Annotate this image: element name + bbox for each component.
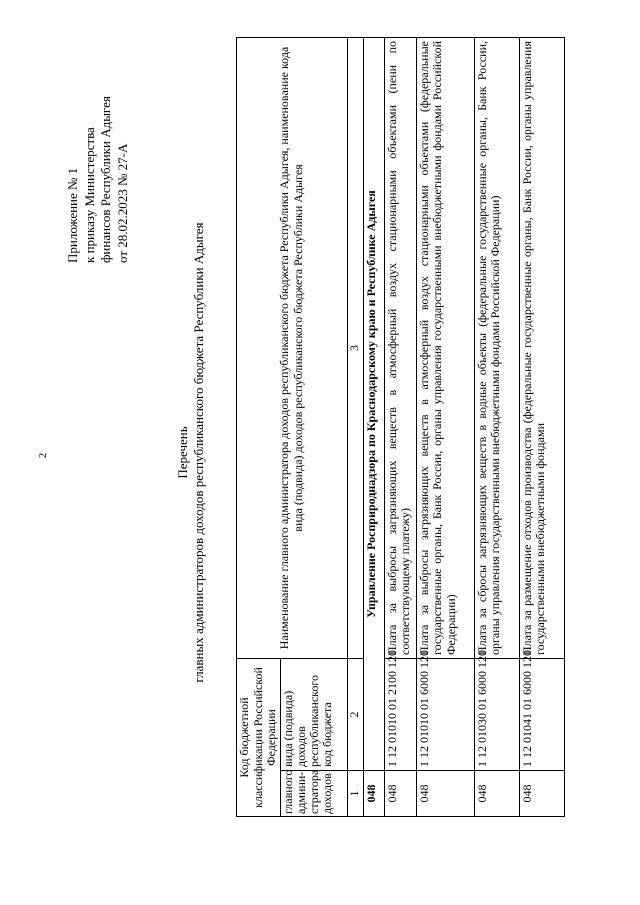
annex-line-1: Приложение № 1 [65,167,80,263]
column-number: 2 [347,659,363,771]
row-bcc-code: 1 12 01010 01 6000 120 [416,659,474,771]
row-description: Плата за выбросы загрязняющих веществ в атмосферный воздух стационарными объектами (федеральные государственные органы, Банк России, органы управления государственными внебюджетными фондами Российской Федерации) [416,38,474,659]
header-row-1 [237,38,281,817]
annex-line-2: к приказу Министерства [81,127,97,263]
header-bcc: Код бюджетной классификации Российской Федерации [237,659,281,817]
annex-line-4: от 28.02.2023 № 27-А [114,143,130,263]
row-description: Плата за размещение отходов производства (федеральные государственные органы, Банк России, органы управления государственными внебюджетными фондами [519,38,564,659]
table-row [416,38,474,817]
row-description: Плата за выбросы загрязняющих веществ в атмосферный воздух стационарными объектами (пени по соответствующему платежу) [384,38,416,659]
row-admin-code: 048 [384,771,416,817]
row-admin-code: 048 [519,771,564,817]
row-bcc-code: 1 12 01010 01 2100 120 [384,659,416,771]
header-kind: вида (подвида) доходов республиканского код бюджета [280,659,347,771]
administrators-table [236,37,565,817]
row-admin-code: 048 [474,771,519,817]
table-row [384,38,416,817]
column-number: 1 [347,771,363,817]
table-row [519,38,564,817]
header-name: Наименование главного администратора доходов республиканского бюджета Республики Адыгея, наименование кода вида (подвида) доходов республиканского бюджета Республики Адыгея [237,38,348,659]
document-subtitle: главных администраторов доходов республиканского бюджета Республики Адыгея [191,222,206,683]
section-name: Управление Росприроднадзора по Краснодарскому краю и Республике Адыгея [363,38,384,771]
table-row [474,38,519,817]
section-code: 048 [363,771,384,817]
section-row [363,38,384,817]
row-description: Плата за сбросы загрязняющих веществ в водные объекты (федеральные государственные органы, Банк России, органы управления государственными внебюджетными фондами Российской Федерации) [474,38,519,659]
column-numbers-row [347,38,363,817]
annex-block [65,96,131,263]
row-bcc-code: 1 12 01041 01 6000 120 [519,659,564,771]
row-admin-code: 048 [416,771,474,817]
row-bcc-code: 1 12 01030 01 6000 120 [474,659,519,771]
header-admin: главного админи-стратора доходов [280,771,347,817]
document-title: Перечень [175,426,190,479]
column-number: 3 [347,38,363,659]
page-number: 2 [38,453,49,458]
annex-line-3: финансов Республики Адыгея [98,96,113,263]
